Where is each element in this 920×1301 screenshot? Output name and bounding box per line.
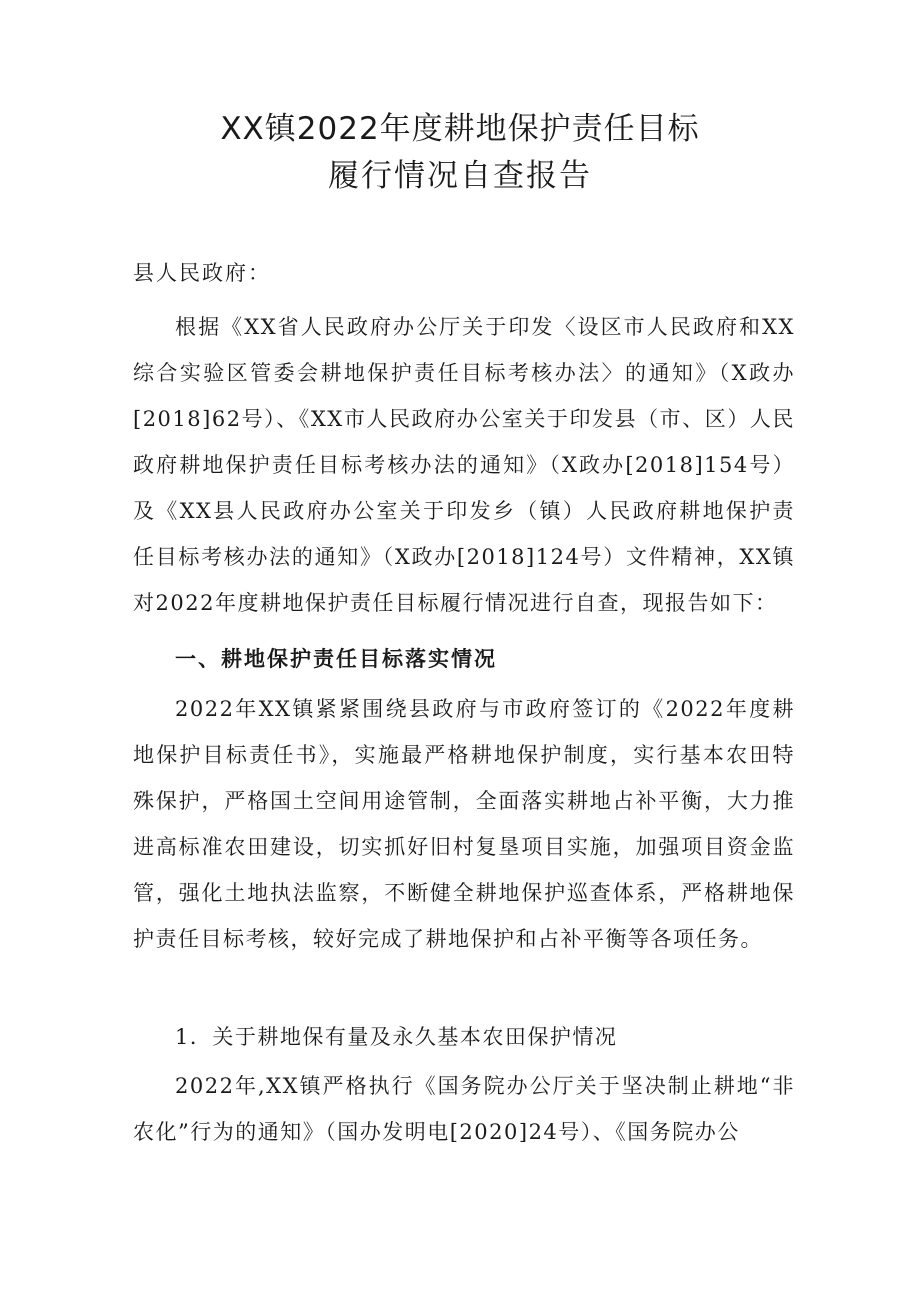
subsection-heading-1: 1．关于耕地保有量及永久基本农田保护情况 — [175, 1025, 618, 1049]
section-1-paragraph: 2022年XX镇紧紧围绕县政府与市政府签订的《2022年度耕地保护目标责任书》，实施最严格耕地保护制度，实行基本农田特殊保护，严格国土空间用途管制，全面落实耕地占补平衡，大力推进高标准农田建设，切实抓好旧村复垦项目实施，加强项目资金监管，强化土地执法监察，不断健全耕地保护巡查体系，严格耕地保护责任目标考核，较好完成了耕地保护和占补平衡等各项任务。 — [133, 697, 795, 951]
document-title-line-2: 履行情况自查报告 — [328, 158, 592, 194]
document-title-line-1: XX镇2022年度耕地保护责任目标 — [220, 111, 700, 147]
section-heading-1: 一、耕地保护责任目标落实情况 — [175, 647, 497, 671]
intro-paragraph: 根据《XX省人民政府办公厅关于印发〈设区市人民政府和XX综合实验区管委会耕地保护责任目标考核办法〉的通知》（X政办[2018]62号）、《XX市人民政府办公室关于印发县（市、区）人民政府耕地保护责任目标考核办法的通知》（X政办[2018]154号）及《XX县人民政府办公室关于印发乡（镇）人民政府耕地保护责任目标考核办法的通知》（X政办[2018]124号）文件精神，XX镇对2022年度耕地保护责任目标履行情况进行自查，现报告如下： — [133, 315, 795, 615]
salutation: 县人民政府： — [133, 261, 271, 285]
subsection-1-paragraph: 2022年,XX镇严格执行《国务院办公厅关于坚决制止耕地“非农化”行为的通知》（国办发明电[2020]24号）、《国务院办公 — [133, 1074, 795, 1144]
